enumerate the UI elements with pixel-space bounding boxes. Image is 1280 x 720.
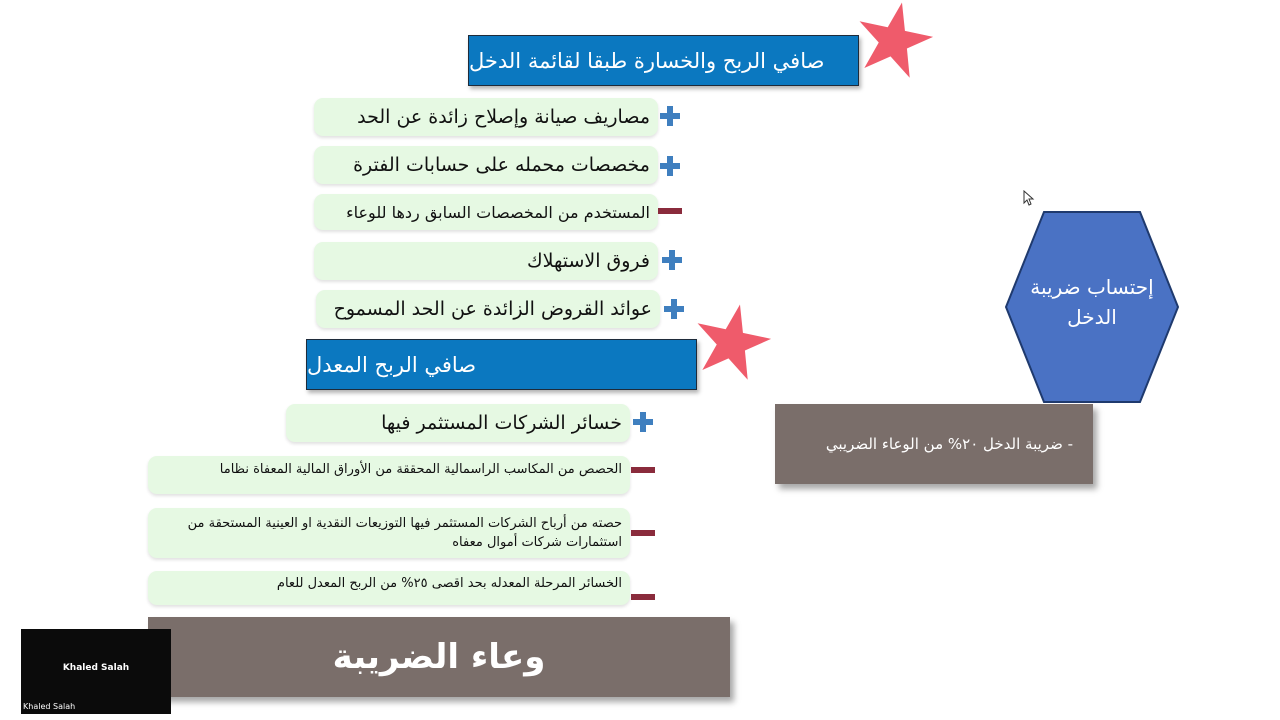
tax-rate-box [775, 404, 1093, 484]
plus-icon [631, 410, 655, 434]
star-icon [690, 302, 774, 382]
cursor-icon [1023, 190, 1035, 206]
list-item [314, 146, 658, 184]
item-text: مخصصات محمله على حسابات الفترة [353, 154, 650, 176]
adjusted-profit-header [306, 339, 697, 390]
item-text: فروق الاستهلاك [526, 250, 650, 272]
list-item [314, 194, 658, 230]
item-text: المستخدم من المخصصات السابق ردها للوعاء [346, 202, 650, 222]
item-text: عوائد القروض الزائدة عن الحد المسموح [333, 298, 652, 320]
participant-name-label: Khaled Salah [23, 702, 76, 711]
item-text: خسائر الشركات المستثمر فيها [381, 412, 622, 434]
tax-base-label: وعاء الضريبة [332, 637, 546, 677]
item-text: مصاريف صيانة وإصلاح زائدة عن الحد [357, 106, 650, 128]
item-text: الحصص من المكاسب الراسمالية المحققة من الأوراق المالية المعفاة نظاما [219, 462, 622, 477]
participant-name-center: Khaled Salah [62, 663, 130, 673]
plus-icon [658, 104, 682, 128]
plus-icon [658, 154, 682, 178]
hexagon-label: إحتساب ضريبة الدخل [1030, 275, 1154, 329]
list-item [148, 508, 630, 558]
list-item [316, 290, 660, 328]
minus-icon [631, 594, 655, 600]
item-text: حصته من أرباح الشركات المستثمر فيها التوزيعات النقدية او العينية المستحقة من استثمارات شركات أموال معفاه [187, 516, 622, 550]
minus-icon [631, 530, 655, 536]
tax-base-box [148, 617, 730, 697]
list-item [314, 242, 658, 280]
webcam-tile[interactable] [21, 629, 171, 714]
star-icon [851, 0, 937, 80]
list-item [286, 404, 630, 442]
item-text: الخسائر المرحلة المعدله بحد اقصى ٢٥% من الربح المعدل للعام [276, 576, 622, 591]
plus-icon [660, 248, 684, 272]
tax-rate-note: - ضريبة الدخل ٢٠% من الوعاء الضريبي [825, 435, 1073, 453]
net-profit-header [468, 35, 859, 86]
list-item [148, 571, 630, 605]
list-item [148, 456, 630, 494]
list-item [314, 98, 658, 136]
minus-icon [658, 208, 682, 214]
minus-icon [631, 467, 655, 473]
plus-icon [662, 297, 686, 321]
adjusted-profit-title: صافي الربح المعدل [307, 352, 477, 377]
net-profit-title: صافي الربح والخسارة طبقا لقائمة الدخل [469, 48, 825, 73]
